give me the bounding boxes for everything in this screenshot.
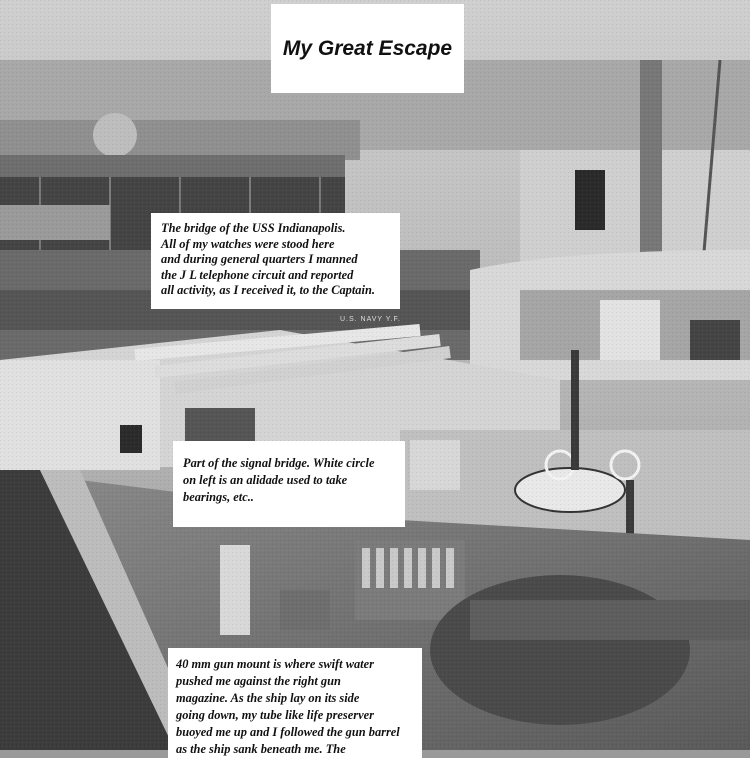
caption-line: on left is an alidade used to take [183,473,348,487]
caption-line: magazine. As the ship lay on its side [176,691,360,705]
caption-line: Part of the signal bridge. White circle [183,456,375,470]
caption-line: the J L telephone circuit and reported [161,267,354,282]
gun-mount-caption [168,648,422,758]
bridge-caption [151,213,400,309]
caption-line: bearings, etc.. [183,490,254,504]
caption-line: pushed me against the right gun [176,674,341,688]
caption-line: All of my watches were stood here [161,236,335,251]
hull-marking: U.S. NAVY Y.F. [340,316,401,323]
caption-line: going down, my tube like life preserver [176,708,374,722]
caption-line: and during general quarters I manned [161,252,358,266]
caption-line: buoyed me up and I followed the gun barrel [176,725,400,739]
page-title: My Great Escape [271,4,464,93]
caption-line: The bridge of the USS Indianapolis. [161,221,346,235]
caption-line: all activity, as I received it, to the Captain. [161,283,375,297]
caption-line: as the ship sank beneath me. The [176,742,346,756]
signal-bridge-caption [173,441,405,527]
caption-line: 40 mm gun mount is where swift water [176,657,374,671]
